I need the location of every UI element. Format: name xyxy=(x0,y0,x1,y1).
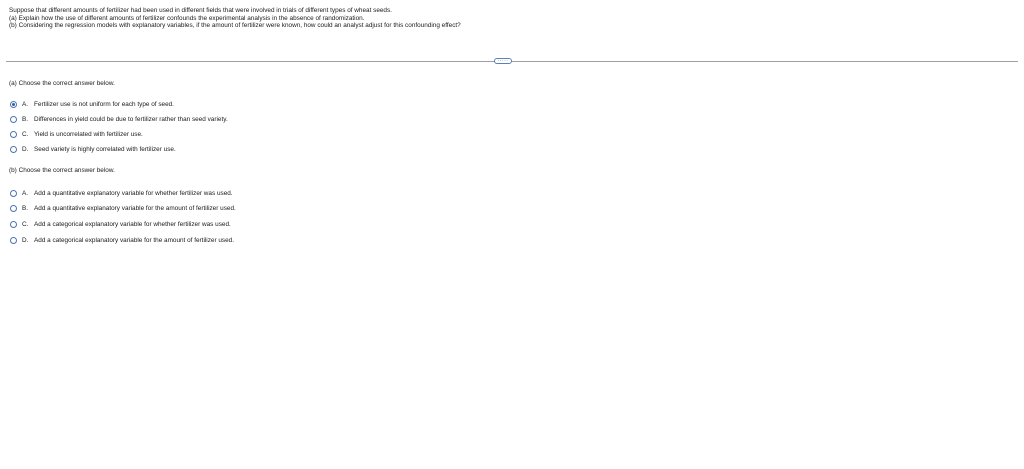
part-b-option-d[interactable] xyxy=(10,236,234,245)
option-text: Add a categorical explanatory variable for whether fertilizer was used. xyxy=(34,221,231,228)
part-b-option-a[interactable] xyxy=(10,189,233,198)
part-b-option-b[interactable] xyxy=(10,204,236,213)
ellipsis-icon: ····· xyxy=(497,58,509,64)
option-letter: B. xyxy=(22,116,29,123)
option-text: Add a quantitative explanatory variable for whether fertilizer was used. xyxy=(34,190,233,197)
radio-button[interactable] xyxy=(10,190,17,197)
part-a-option-b[interactable] xyxy=(10,115,228,124)
part-b-prompt: (b) Choose the correct answer below. xyxy=(9,167,115,174)
option-text: Yield is uncorrelated with fertilizer use. xyxy=(34,131,143,138)
part-a-prompt: (a) Choose the correct answer below. xyxy=(9,80,115,87)
radio-button[interactable] xyxy=(10,146,17,153)
question-text xyxy=(9,7,461,30)
question-line-3: (b) Considering the regression models with explanatory variables, if the amount of fertilizer were known, how could an analyst adjust for this confounding effect? xyxy=(9,22,461,30)
radio-button[interactable] xyxy=(10,116,17,123)
part-b-option-c[interactable] xyxy=(10,220,231,229)
option-text: Fertilizer use is not uniform for each type of seed. xyxy=(34,101,174,108)
option-text: Add a categorical explanatory variable for the amount of fertilizer used. xyxy=(34,237,234,244)
option-letter: A. xyxy=(22,101,29,108)
radio-button-selected[interactable] xyxy=(10,101,17,108)
option-letter: D. xyxy=(22,237,29,244)
part-a-option-d[interactable] xyxy=(10,145,176,154)
radio-button[interactable] xyxy=(10,221,17,228)
part-a-option-a[interactable] xyxy=(10,100,174,109)
option-text: Add a quantitative explanatory variable for the amount of fertilizer used. xyxy=(34,205,236,212)
expand-button[interactable] xyxy=(494,58,512,64)
option-letter: D. xyxy=(22,146,29,153)
radio-button[interactable] xyxy=(10,237,17,244)
question-line-1: Suppose that different amounts of fertilizer had been used in different fields that were involved in trials of different types of wheat seeds. xyxy=(9,7,392,14)
option-letter: A. xyxy=(22,190,29,197)
question-line-2: (a) Explain how the use of different amounts of fertilizer confounds the experimental analysis in the absence of randomization. xyxy=(9,14,365,22)
option-letter: C. xyxy=(22,131,29,138)
option-text: Seed variety is highly correlated with fertilizer use. xyxy=(34,146,176,153)
option-text: Differences in yield could be due to fertilizer rather than seed variety. xyxy=(34,116,228,123)
part-a-option-c[interactable] xyxy=(10,130,143,139)
option-letter: C. xyxy=(22,221,29,228)
radio-button[interactable] xyxy=(10,205,17,212)
section-divider xyxy=(6,58,1018,64)
radio-button[interactable] xyxy=(10,131,17,138)
option-letter: B. xyxy=(22,205,29,212)
